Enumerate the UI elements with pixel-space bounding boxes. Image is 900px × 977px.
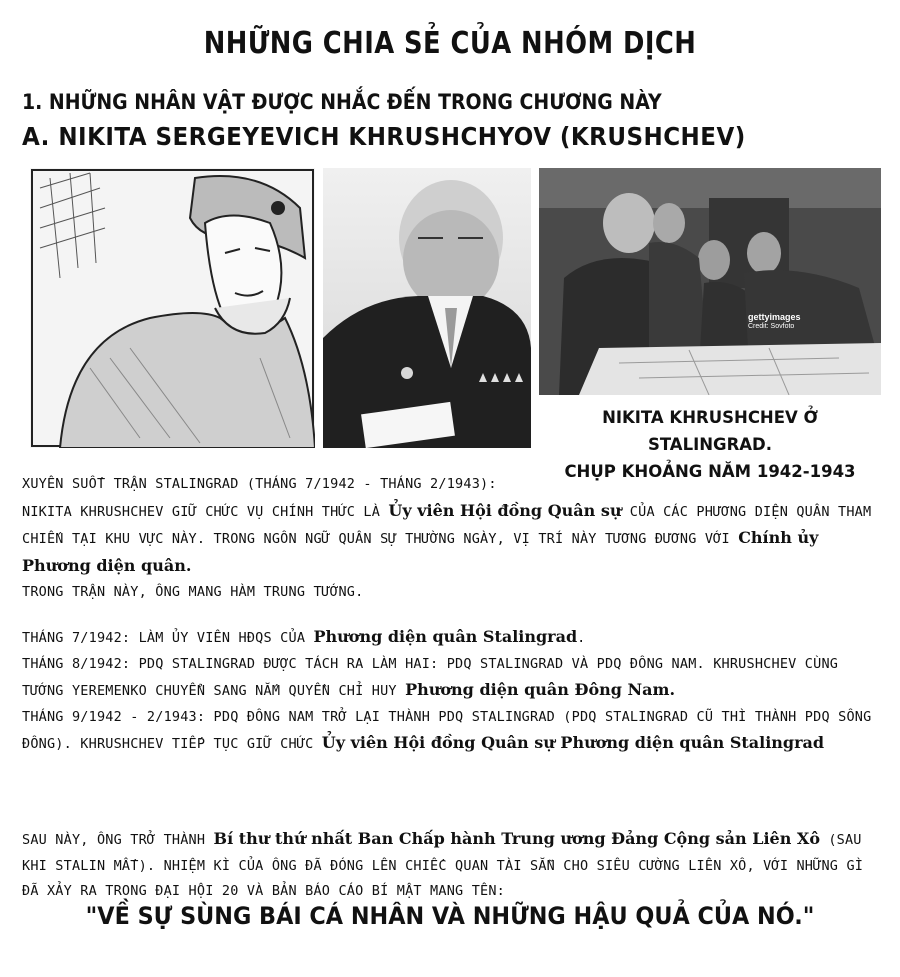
photo-caption-line-1: NIKITA KHRUSHCHEV Ở STALINGRAD. [602,408,818,454]
highlight-title: Bí thư thứ nhất Ban Chấp hành Trung ương Đảng Cộng sản Liên Xô [213,829,820,848]
text-span: THÁNG 7/1942: LÀM ỦY VIÊN HĐQS CỦA [22,630,314,646]
timeline-entry-september [22,705,882,758]
subsection-heading: A. NIKITA SERGEYEVICH KHRUSHCHYOV (KRUSHCHEV) [22,122,746,151]
highlight-role: Ủy viên Hội đồng Quân sự Phương diện quân Stalingrad [321,733,825,752]
watermark-credit: Credit: Sovfoto [748,323,795,330]
highlight-role: Ủy viên Hội đồng Quân sự [388,500,622,520]
getty-watermark [748,313,801,331]
intro-paragraph [22,472,882,606]
timeline-entry-july [22,624,882,652]
intro-role-line [22,498,882,581]
highlight-front: Phương diện quân Đông Nam. [405,680,676,699]
intro-line: XUYÊN SUỐT TRẬN STALINGRAD (THÁNG 7/1942 - THÁNG 2/1943): [22,476,497,492]
photo-caption-line-2: CHỤP KHOẢNG NĂM 1942-1943 [564,462,856,481]
later-career-paragraph [22,826,882,905]
stalingrad-photo [539,168,881,395]
manga-illustration [30,168,315,448]
text-span: (SAU KHI STALIN MẤT). NHIỆM KÌ CỦA ÔNG ĐÃ ĐÓNG LÊN CHIẾC QUAN TÀI SẴN CHO SIÊU CƯỜNG LIÊN XÔ, VỚI NHỮNG GÌ ĐÃ XẢY RA TRONG ĐẠI HỘI 20 VÀ BẢN BÁO CÁO BÍ MẬT MANG TÊN: [22,832,864,899]
highlight-front: Phương diện quân Stalingrad [313,627,578,646]
timeline-entry-august [22,652,882,705]
later-career-text [22,826,882,905]
portrait-photo [323,168,531,448]
watermark-brand: gettyimages [748,312,801,322]
rank-line: TRONG TRẬN NÀY, ÔNG MANG HÀM TRUNG TƯỚNG. [22,584,364,600]
text-span: SAU NÀY, ÔNG TRỞ THÀNH [22,832,214,848]
page-title: NHỮNG CHIA SẺ CỦA NHÓM DỊCH [203,26,697,61]
section-heading: 1. NHỮNG NHÂN VẬT ĐƯỢC NHẮC ĐẾN TRONG CHƯƠNG NÀY [22,90,662,114]
text-span: NIKITA KHRUSHCHEV GIỮ CHỨC VỤ CHÍNH THỨC LÀ [22,503,389,520]
text-span: CỦA CÁC PHƯƠNG DIỆN QUÂN THAM CHIẾN TẠI KHU VỰC NÀY. TRONG NGÔN NGỮ QUÂN SỰ THƯỜNG NGÀY, VỊ TRÍ NÀY TƯƠNG ĐƯƠNG VỚI [22,503,872,547]
timeline-paragraph [22,624,882,758]
highlight-equivalent: Chính ủy Phương diện quân. [22,528,819,575]
text-span: . [577,630,586,646]
text-span: THÁNG 8/1942: PDQ STALINGRAD ĐƯỢC TÁCH RA LÀM HAI: PDQ STALINGRAD VÀ PDQ ĐÔNG NAM. KHRUSHCHEV CÙNG TƯỚNG YEREMENKO CHUYỂN SANG NẮM QUYỀN CHỈ HUY [22,655,839,699]
secret-speech-quote: "VỀ SỰ SÙNG BÁI CÁ NHÂN VÀ NHỮNG HẬU QUẢ CỦA NÓ." [85,902,815,930]
text-span: THÁNG 9/1942 - 2/1943: PDQ ĐÔNG NAM TRỞ LẠI THÀNH PDQ STALINGRAD (PDQ STALINGRAD CŨ THÌ THÀNH PDQ SÔNG ĐÔNG). KHRUSHCHEV TIẾP TỤC GIỮ CHỨC [22,708,872,752]
